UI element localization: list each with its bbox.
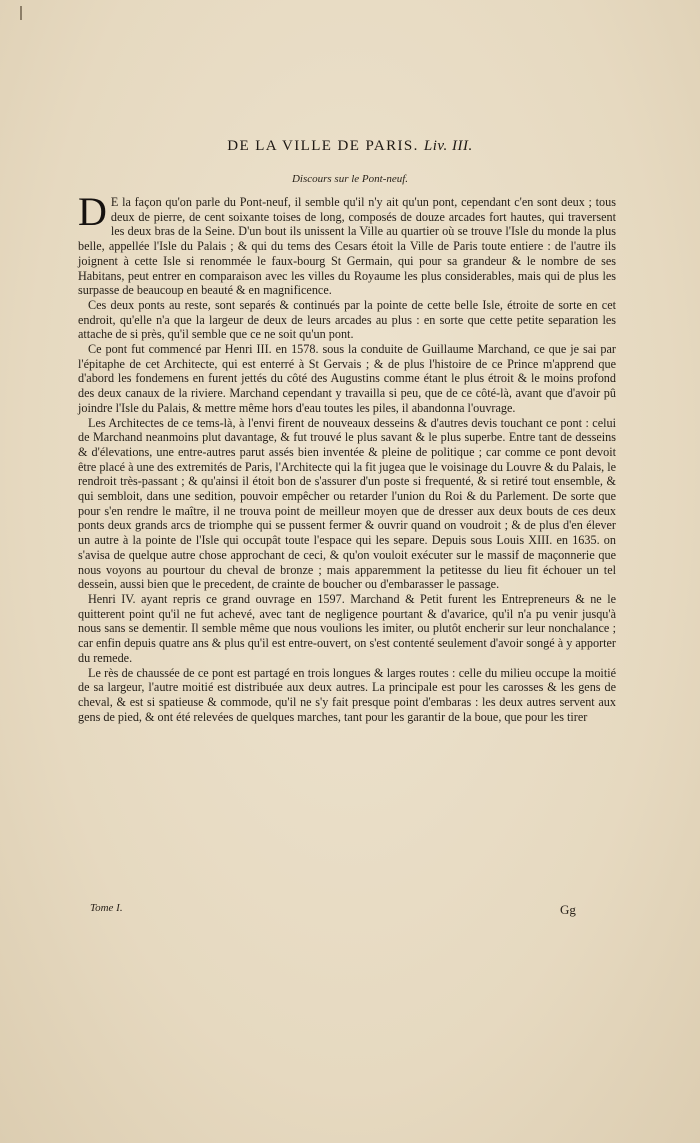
paragraph-5: Henri IV. ayant repris ce grand ouvrage en 1597. Marchand & Petit furent les Entrepreneurs & ne le quitterent point qu'il ne fut achevé, avec tant de negligence pourtant & d'avarice, qu'il n'a pu venir jusqu'à nous sans se dementir. Il semble même que nous voulions les imiter, ou plutôt encherir sur leur nonchalance ; car enfin depuis quatre ans & plus qu'il est entre-ouvert, on s'est contenté seulement d'avoir songé à y apporter du remede.	[78, 591, 616, 665]
paragraph-1-text: E la façon qu'on parle du Pont-neuf, il semble qu'il n'y ait qu'un pont, cependant c'en sont deux ; tous deux de pierre, de cent soixante toises de long, composés de douze arcades fort hautes, qui traversent les deux bras de la Seine. D'un bout ils unissent la Ville au quartier où se trouve l'Isle du monde la plus belle, appellée l'Isle du Palais ; & qui du tems des Cesars étoit la Ville de Paris toute entiere : de l'autre ils joignent à cette Isle si renommée le faux-bourg St Germain, qui pour sa grandeur & le nombre de ses Habitans, peut entrer en comparaison avec les villes du Royaume les plus considerables, mais qui de plus les surpasse de beaucoup en beauté & en magnificence.	[78, 195, 616, 298]
book-number: Liv. III.	[423, 138, 473, 154]
body-text	[78, 189, 616, 724]
running-header	[0, 138, 700, 155]
signature-mark: Gg	[560, 902, 576, 917]
paragraph-4: Les Architectes de ce tems-là, à l'envi firent de nouveaux desseins & d'autres devis touchant ce pont : celui de Marchand neanmoins plut davantage, & fut trouvé le plus savant & le plus superbe. Entre tant de desseins & d'élevations, une entre-autres parut assés bien inventée & pleine de politique ; car comme ce pont devoit être placé à une des extremités de Paris, l'Architecte qui la fit jugea que le voisinage du Louvre & du Palais, le rendroit très-passant ; & qu'ainsi il étoit bon de s'assurer d'un poste si frequenté, & si retiré tout ensemble, & qui sembloit, dans une sedition, pouvoir empêcher ou retarder l'union du Roi & du Parlement. De sorte que pour s'en rendre le maître, il ne trouva point de meilleur moyen que de dresser aux deux bouts de ces deux ponts deux grands arcs de triomphe qui se pussent fermer & ouvrir quand on voudroit ; & de plus d'en élever un autre à la pointe de l'Isle qui occupât toute l'espace qui les separe. Depuis sous Louis XIII. en 1635. on s'avisa de quelque autre chose approchant de ceci, & qu'on vouloit exécuter sur le massif de maçonnerie que nous voyons au pourtour du cheval de bronze ; mais apparemment la petitesse du lieu fit échouer un tel dessein, aussi bien que le precedent, de crainte de boucher ou d'embarasser le passage.	[78, 415, 616, 592]
running-title: DE LA VILLE DE PARIS.	[227, 138, 419, 154]
paragraph-3: Ce pont fut commencé par Henri III. en 1578. sous la conduite de Guillaume Marchand, ce que je sai par l'épitaphe de cet Architecte, qui est enterré à St Gervais ; & de plus l'histoire de ce Prince m'apprend que d'abord les fondemens en furent jettés du côté des Augustins comme étant le plus étroit & le moins profond des deux canaux de la riviere. Marchand cependant y travailla si peu, que de ce côté-là, avant que d'avoir pû joindre l'Isle du Palais, & mettre même hors d'eau toutes les piles, il abandonna l'ouvrage.	[78, 342, 616, 415]
section-title: Discours sur le Pont-neuf.	[291, 173, 409, 185]
paragraph-2: Ces deux ponts au reste, sont separés & continués par la pointe de cette belle Isle, étroite de sorte en cet endroit, qu'elle n'a que la largeur de deux de leurs arcades au plus : en sorte que cette petite separation les attache de si près, qu'il semble que ce ne soit qu'un pont.	[78, 297, 616, 342]
paragraph-1	[78, 189, 616, 298]
page-edge-mark	[20, 6, 22, 20]
volume-label: Tome I.	[90, 902, 123, 914]
paragraph-6: Le rès de chaussée de ce pont est partagé en trois longues & larges routes : celle du milieu occupe la moitié de sa largeur, l'autre moitié est distribuée aux deux autres. La principale est pour les carosses & les gens de cheval, & est si spatieuse & commode, qu'il ne s'y fait presque point d'embaras : les deux autres servent aux gens de pied, & ont été relevées de quelques marches, tant pour les garantir de la boue, que pour les tirer	[78, 665, 616, 724]
drop-cap: D	[78, 189, 107, 234]
